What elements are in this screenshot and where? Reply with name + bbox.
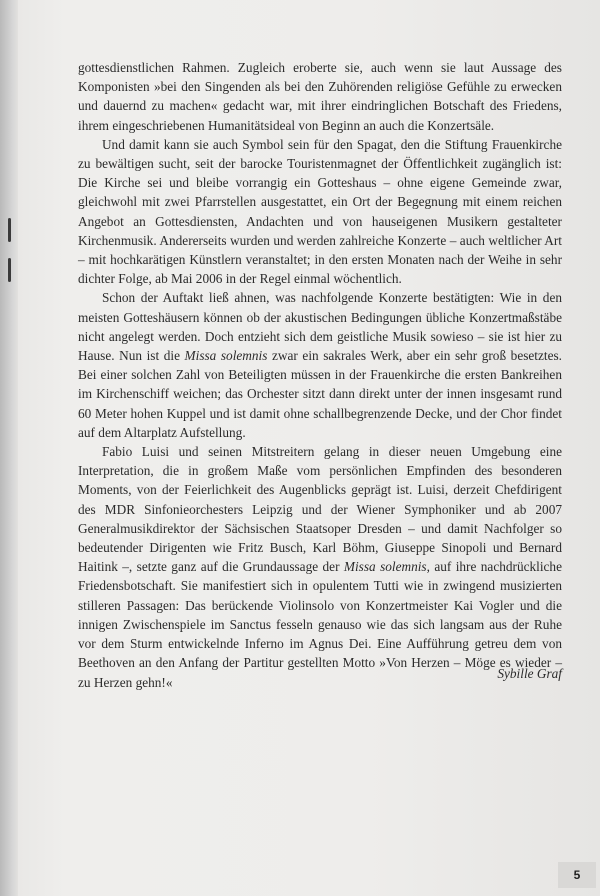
- paragraph: Und damit kann sie auch Symbol sein für den Spagat, den die Stiftung Frauenkirche zu bewältigen sucht, seit der barocke Touristenmagnet der Öffentlichkeit zugänglich ist: Die Kirche sei und bleibe vorrangig ein Gotteshaus – ohne eigene Gemeinde zwar, gleichwohl mit zwei Pfarrstellen ausgestattet, ein Ort der Begegnung mit einem reichen Angebot an Gottesdiensten, Andachten und von hauseigenen Musikern gestalteter Kirchenmusik. Andererseits wurden und werden zahlreiche Konzerte – auch weltlicher Art – mit hochkarätigen Künstlern veranstaltet; in den ersten Monaten nach der Weihe in sehr dichter Folge, ab Mai 2006 in der Regel einmal wöchentlich.: [78, 136, 562, 287]
- paragraph-text: zwar ein sakrales Werk, aber ein sehr groß besetztes. Bei einer solchen Zahl von Beteiligten müssen in der Frauenkirche die ersten Bankreihen im Kirchenschiff weichen; das Orchester sitzt dann direkt unter der innen insgesamt rund 60 Meter hohen Kuppel und ist damit ohne schallbegrenzende Decke, und der Chor findet auf dem Altarplatz Aufstellung.: [78, 348, 562, 440]
- page-gutter: [0, 0, 18, 896]
- paragraph: [78, 288, 562, 442]
- binding-mark: [8, 258, 11, 282]
- paragraph-text: Schon der Auftakt ließ ahnen, was nachfolgende Konzerte bestätigten: Wie in den meisten Gotteshäusern können ob der akustischen Bedingungen übliche Konzertmaßstäbe nicht angelegt werden. Doch entzieht sich dem geistliche Musik sowieso – sie ist hier zu Hause. Nun ist die: [78, 290, 562, 364]
- page-number: 5: [558, 862, 596, 888]
- work-title: Missa solemnis: [343, 559, 427, 575]
- work-title: Missa solemnis: [184, 348, 268, 364]
- binding-mark: [8, 218, 11, 242]
- author-signature: Sybille Graf: [497, 666, 562, 681]
- paragraph-text: Fabio Luisi und seinen Mitstreitern gelang in dieser neuen Umgebung eine Interpretation, die in großem Maße vom persönlichen Empfinden des besonderen Moments, von der Feierlichkeit des Augenblicks geprägt ist. Luisi, derzeit Chefdirigent des MDR Sinfonieorchesters Leipzig und der Wiener Symphoniker und ab 2007 Generalmusikdirektor der Sächsischen Staatsoper Dresden – und damit Nachfolger so bedeutender Dirigenten wie Fritz Busch, Karl Böhm, Giuseppe Sinopoli und Bernard Haitink –, setzte ganz auf die Grundaussage der: [78, 444, 562, 575]
- paragraph-text: , auf ihre nachdrückliche Friedensbotschaft. Sie manifestiert sich in opulentem Tutti wie in zwingend musizierten stilleren Passagen: Das berückende Violinsolo von Konzertmeister Kai Vogler und die innigen Zwischenspiele im Sanctus fesseln genauso wie das sich langsam aus der Ruhe vor dem Sturm entwickelnde Inferno im Agnus Dei. Eine Aufführung getreu dem von Beethoven an den Anfang der Partitur gestellten Motto »Von Herzen – Möge es wieder – zu Herzen gehn!«: [78, 559, 562, 690]
- document-page: [18, 0, 600, 896]
- paragraph: gottesdienstlichen Rahmen. Zugleich eroberte sie, auch wenn sie laut Aussage des Komponisten »bei den Singenden als bei den Zuhörenden religiöse Gefühle zu erwecken und dauernd zu machen« gedacht war, mit ihrer eindringlichen Botschaft des Friedens, ihrem eingeschriebenen Humanitätsideal von Beginn an auch die Konzertsäle.: [78, 60, 562, 133]
- article-body: [78, 58, 562, 692]
- paragraph: [78, 442, 562, 692]
